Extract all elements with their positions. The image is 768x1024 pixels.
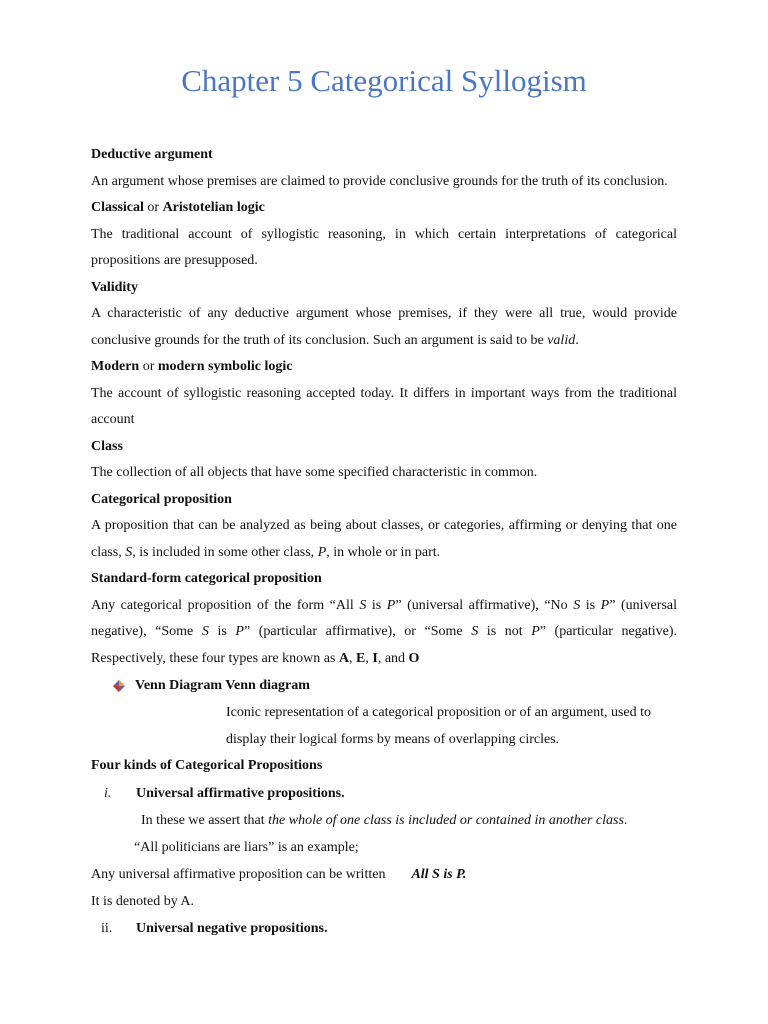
catprop-text-3: , in whole or in part. bbox=[326, 544, 441, 560]
validity-text: A characteristic of any deductive argument whose premises, if they were all true, would provide conclusive grounds for the truth of its conclusion. Such an argument is said to be bbox=[91, 306, 677, 348]
diamond-bullet-icon bbox=[112, 679, 126, 693]
std-comma-1: , bbox=[349, 650, 357, 666]
bullet-venn-diagram bbox=[0, 672, 677, 699]
std-s3: S bbox=[201, 624, 209, 639]
ua-text-1: In these we assert that bbox=[141, 812, 269, 828]
list-number-i: i. bbox=[104, 785, 112, 801]
heading-modern-or: or bbox=[139, 359, 158, 374]
definition-validity bbox=[91, 301, 677, 354]
heading-modern-logic bbox=[91, 354, 677, 381]
catprop-p: P bbox=[317, 544, 327, 560]
type-o: O bbox=[408, 650, 420, 666]
heading-four-kinds: Four kinds of Categorical Propositions bbox=[91, 758, 323, 773]
heading-classical-part2: Aristotelian logic bbox=[162, 200, 265, 215]
definition-deductive-argument: An argument whose premises are claimed to provide conclusive grounds for the truth of its conclusion. bbox=[91, 173, 668, 189]
ua-italic: the whole of one class is included or contained in another class bbox=[268, 812, 624, 828]
universal-affirmative-example: “All politicians are liars” is an example; bbox=[134, 839, 359, 855]
catprop-s: S bbox=[125, 544, 133, 560]
heading-modern-part2: modern symbolic logic bbox=[157, 359, 293, 374]
list-label-universal-affirmative: Universal affirmative propositions. bbox=[136, 785, 345, 801]
definition-categorical-proposition bbox=[91, 513, 677, 566]
list-item-universal-negative bbox=[91, 915, 677, 942]
std-comma-2: , bbox=[365, 650, 373, 666]
std-t4: is bbox=[580, 597, 601, 613]
heading-classical-or: or bbox=[143, 200, 163, 215]
std-s1: S bbox=[359, 597, 367, 613]
std-t9: ” (particular negative). Respectively, these four types are known as bbox=[91, 624, 678, 666]
std-t5: ” (universal negative), “Some bbox=[91, 597, 677, 639]
std-t7: ” (particular affirmative), or “Some bbox=[243, 624, 472, 639]
page-title: Chapter 5 Categorical Syllogism bbox=[181, 63, 587, 98]
type-i: I bbox=[372, 650, 378, 666]
ua-form-text: Any universal affirmative proposition can be written bbox=[91, 866, 386, 882]
std-t1: Any categorical proposition of the form “All bbox=[91, 597, 360, 613]
catprop-text-1: A proposition that can be analyzed as being about classes, or categories, affirming or denying that one class, bbox=[91, 518, 677, 560]
venn-definition: Iconic representation of a categorical proposition or of an argument, used to display their logical forms by means of overlapping circles. bbox=[226, 705, 652, 747]
heading-modern-part1: Modern bbox=[91, 359, 140, 374]
std-t8: is not bbox=[478, 624, 532, 639]
definition-classical-logic: The traditional account of syllogistic reasoning, in which certain interpretations of categorical propositions are presupposed. bbox=[91, 226, 677, 268]
universal-affirmative-denotation: It is denoted by A. bbox=[91, 893, 195, 909]
validity-italic: valid bbox=[547, 332, 576, 348]
std-p4: P bbox=[531, 624, 540, 639]
std-p1: P bbox=[386, 597, 396, 613]
catprop-text-2: , is included in some other class, bbox=[132, 544, 318, 560]
type-e: E bbox=[356, 650, 366, 666]
heading-deductive-argument: Deductive argument bbox=[91, 147, 213, 162]
validity-end: . bbox=[575, 332, 579, 348]
std-p3: P bbox=[235, 624, 244, 639]
heading-classical-part1: Classical bbox=[91, 200, 144, 215]
heading-standard-form: Standard-form categorical proposition bbox=[91, 571, 322, 586]
venn-heading: Venn Diagram Venn diagram bbox=[135, 678, 310, 693]
definition-class: The collection of all objects that have some specified characteristic in common. bbox=[91, 465, 538, 480]
heading-categorical-proposition: Categorical proposition bbox=[91, 491, 232, 507]
std-and: , and bbox=[377, 650, 409, 666]
type-a: A bbox=[338, 650, 350, 666]
ua-text-end: . bbox=[623, 812, 628, 828]
definition-modern-logic: The account of syllogistic reasoning accepted today. It differs in important ways from the traditional account bbox=[91, 385, 677, 427]
list-number-ii: ii. bbox=[101, 920, 113, 936]
std-s2: S bbox=[573, 597, 581, 613]
std-t6: is bbox=[208, 624, 236, 639]
document-body bbox=[91, 142, 677, 942]
definition-standard-form bbox=[91, 593, 677, 673]
std-t2: is bbox=[366, 597, 387, 613]
universal-affirmative-description bbox=[91, 807, 677, 834]
list-label-universal-negative: Universal negative propositions. bbox=[136, 920, 328, 936]
heading-validity: Validity bbox=[91, 279, 138, 295]
std-p2: P bbox=[600, 597, 610, 613]
ua-formula: All S is P. bbox=[411, 866, 467, 882]
std-s4: S bbox=[471, 624, 479, 639]
std-t3: ” (universal affirmative), “No bbox=[395, 597, 574, 613]
list-item-universal-affirmative bbox=[91, 780, 677, 807]
universal-affirmative-form bbox=[91, 861, 677, 888]
heading-class: Class bbox=[91, 438, 123, 454]
heading-classical-logic bbox=[91, 195, 677, 222]
